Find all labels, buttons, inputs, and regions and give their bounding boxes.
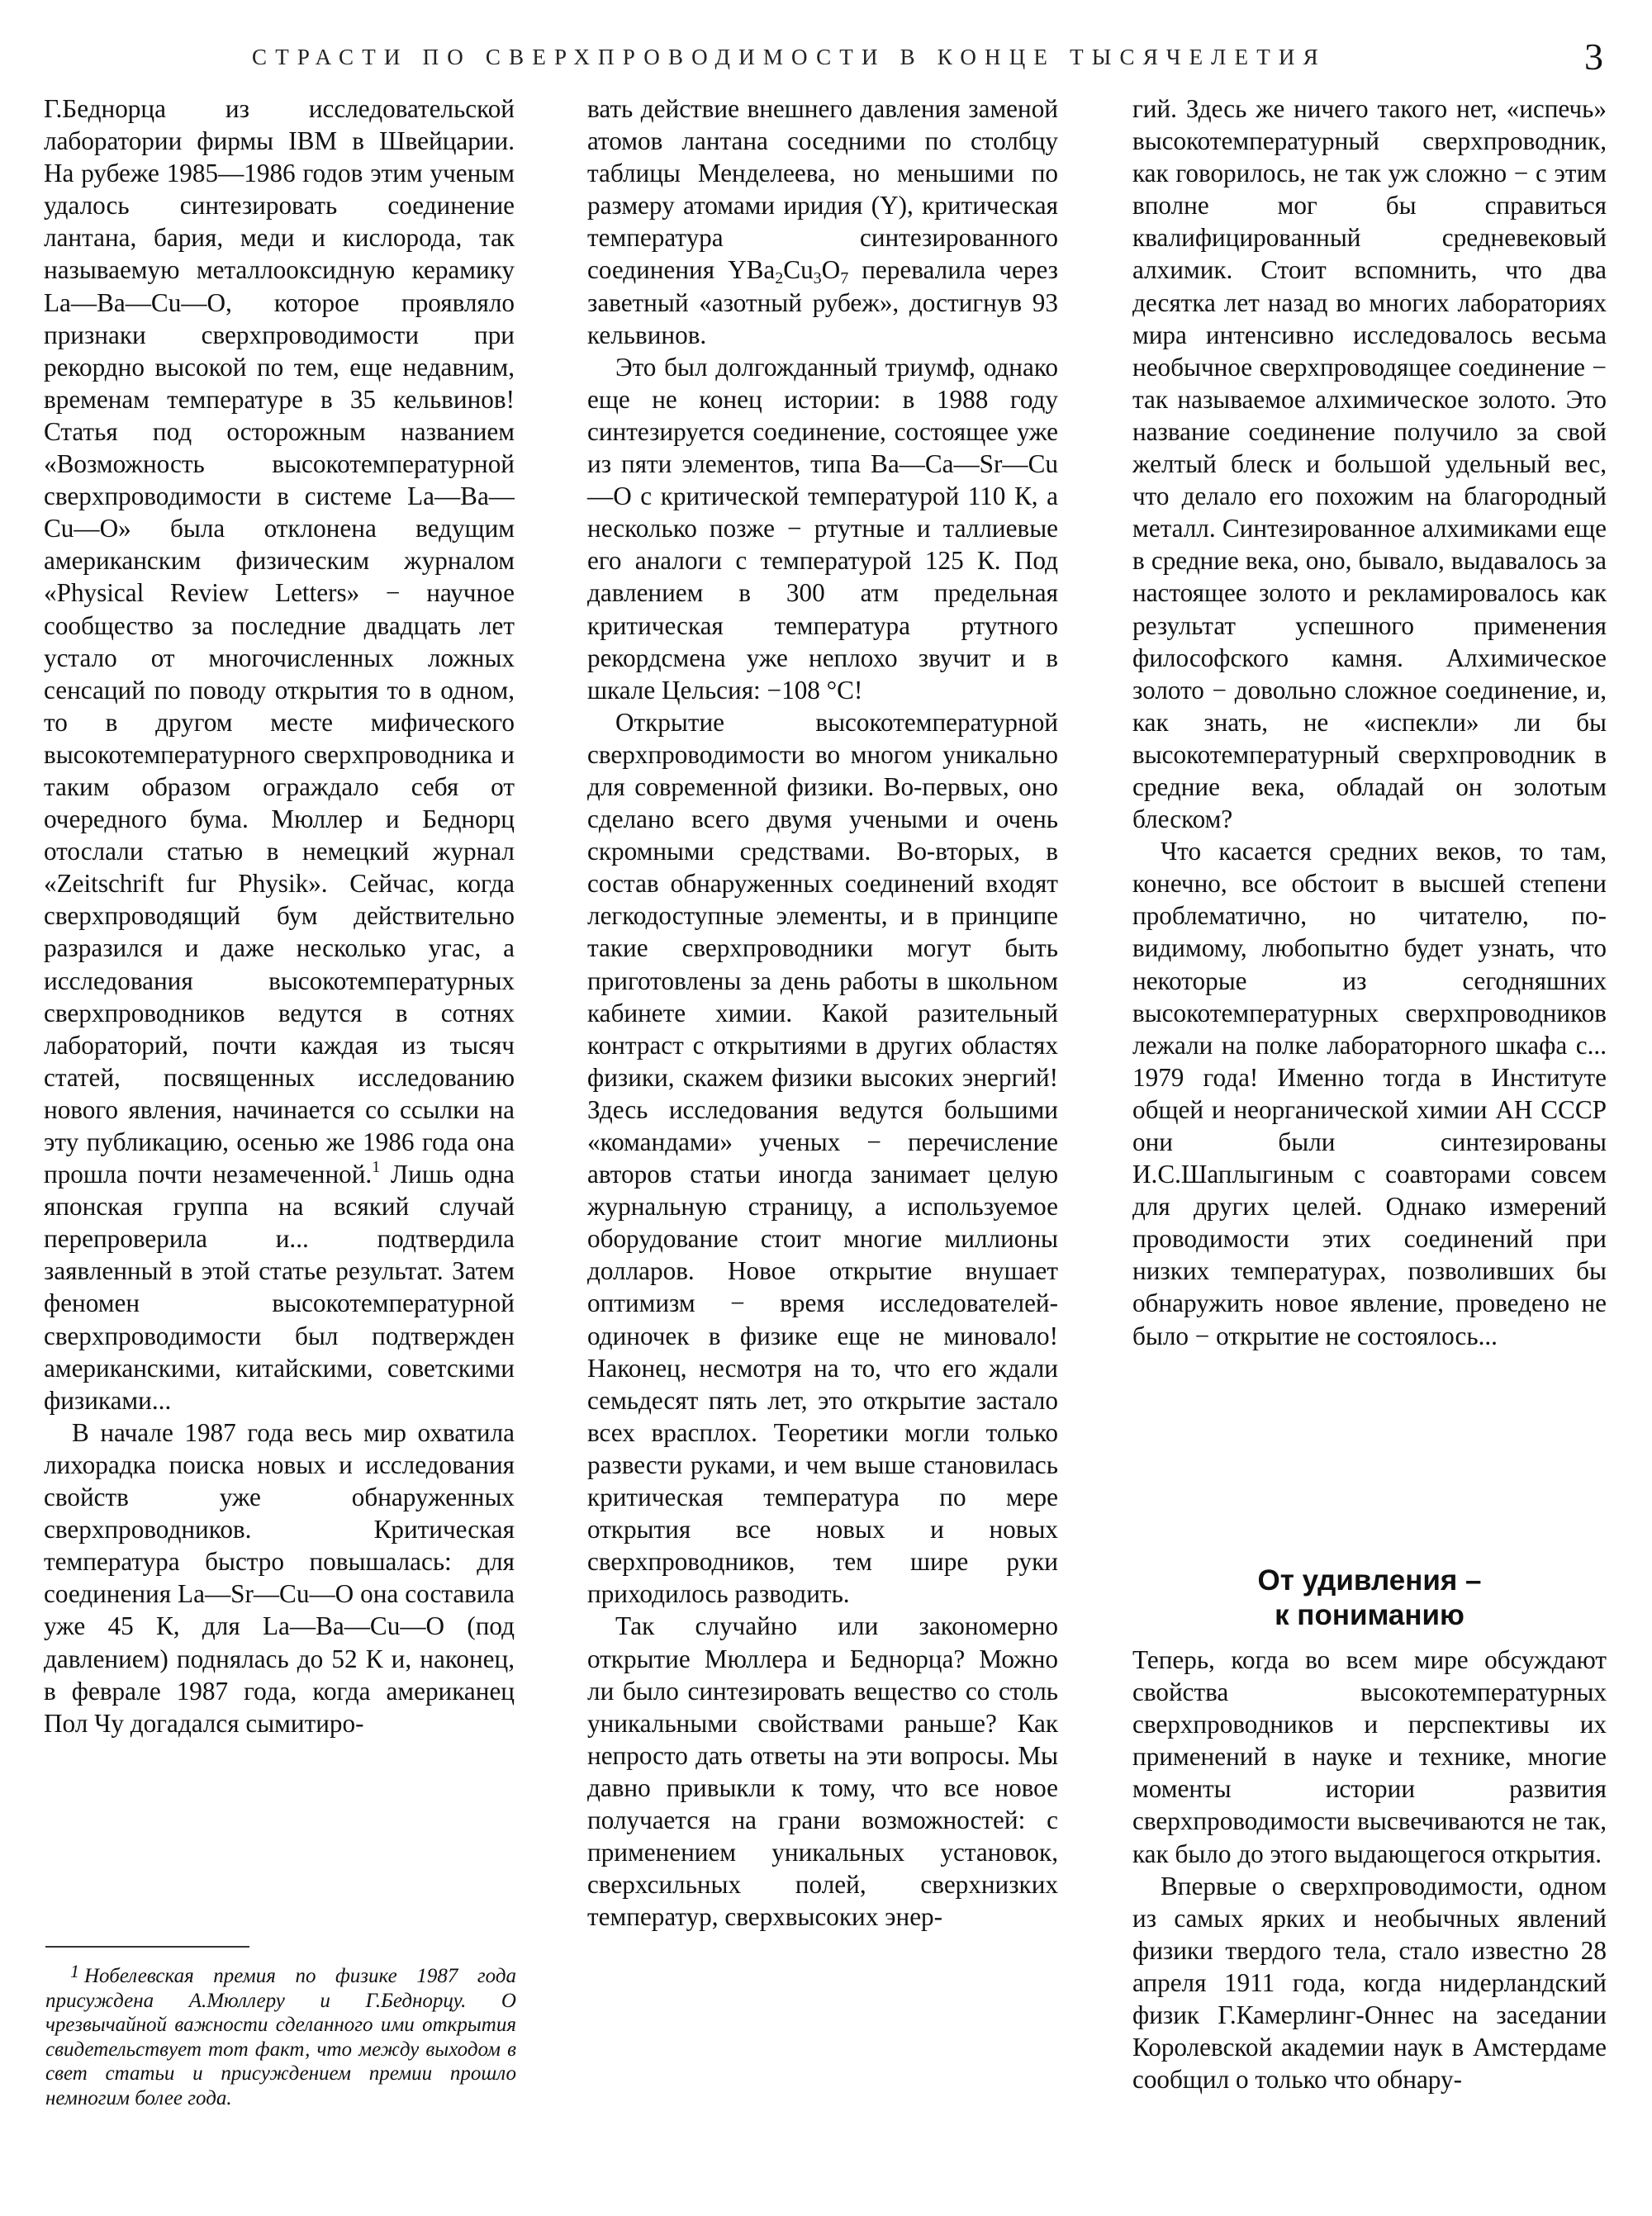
footnote-reference: 1 xyxy=(372,1158,381,1177)
section-heading-line: к пониманию xyxy=(1275,1599,1464,1631)
footnote-text: Нобелевская премия по физике 1987 года присуждена А.Мюллеру и Г.Беднорцу. О чрезвычайной важности сделанного ими открытия свидетельствует тот факт, что между выходом в свет статьи и присуждением премии прошло немногим более года. xyxy=(45,1965,516,2109)
paragraph: Так случайно или закономерно открытие Мюллера и Беднорца? Можно ли было синтезировать вещество со столь уникальными свойствами раньше? Как непросто дать ответы на эти вопросы. Мы давно привыкли к тому, что все новое получается на грани возможностей: с применением уникальных установок, сверхсильных полей, сверхнизких температур, сверхвысоких энер- xyxy=(587,1611,1058,1932)
paragraph: Открытие высокотемпературной сверхпроводимости во многом уникально для современной физики. Во-первых, оно сделано всего двумя учеными и очень скромными средствами. Во-вторых, в состав обнаруженных соединений входят легкодоступные элементы, и в принципе такие сверхпроводники могут быть приготовлены за день работы в школьном кабинете химии. Какой разительный контраст с открытиями в других областях физики, скажем физики высоких энергий! Здесь исследования ведутся большими «командами» ученых − перечисление авторов статьи иногда занимает целую журнальную страницу, а используемое оборудование стоит многие миллионы долларов. Новое открытие внушает оптимизм − время исследователей-одиночек в физике еще не миновало! Наконец, несмотря на то, что его ждали семьдесят пять лет, это открытие застало всех врасплох. Теоретики могли только развести руками, и чем выше становилась критическая температура по мере открытия все новых и новых сверхпроводников, тем шире руки приходилось разводить. xyxy=(587,707,1058,1609)
paragraph: гий. Здесь же ничего такого нет, «испечь» высокотемпературный сверхпроводник, как говорилось, не так уж сложно − с этим вполне мог бы справиться квалифицированный средневековый алхимик. Стоит вспомнить, что два десятка лет назад во многих лабораториях мира интенсивно исследовалось весьма необычное сверхпроводящее соединение − так называемое алхимическое золото. Это название соединение получило за свой желтый блеск и большой удельный вес, что делало его похожим на благородный металл. Синтезированное алхимиками еще в средние века, оно, бывало, выдавалось за настоящее золото и рекламировалось как результат успешного применения философского камня. Алхимическое золото − довольно сложное соединение, и, как знать, не «испекли» ли бы высокотемпературный сверхпроводник в средние века, обладай он золотым блеском? xyxy=(1132,94,1607,834)
paragraph: Впервые о сверхпроводимости, одном из самых ярких и необычных явлений физики твердого тела, стало известно 28 апреля 1911 года, когда нидерландский физик Г.Камерлинг-Оннес на заседании Королевской академии наук в Амстердаме сообщил о только что обнару- xyxy=(1132,1871,1607,2095)
paragraph-text: вать действие внешнего давления заменой атомов лантана соседними по столбцу таблицы Менделеева, но меньшими по размеру атомами иридия (Y), критическая температура синтезированного соединения YBa xyxy=(587,94,1058,285)
footnote xyxy=(45,1959,516,2110)
paragraph-text: перевалила через заветный «азотный рубеж», достигнув 93 кельвинов. xyxy=(587,255,1058,349)
formula-text: Cu xyxy=(783,255,814,285)
paragraph-text: Лишь одна японская группа на всякий случай перепроверила и... подтвердила заявленный в этой статье результат. Затем феномен высокотемпературной сверхпроводимости был подтвержден американскими, китайскими, советскими физиками... xyxy=(44,1160,515,1415)
paragraph: Что касается средних веков, то там, конечно, все обстоит в высшей степени проблематично, но читателю, по-видимому, любопытно будет узнать, что некоторые из сегодняшних высокотемпературных сверхпроводников лежали на полке лабораторного шкафа с... 1979 года! Именно тогда в Институте общей и неорганической химии АН СССР они были синтезированы И.С.Шаплыгиным с соавторами совсем для других целей. Однако измерений проводимости этих соединений при низких температурах, позволивших бы обнаружить новое явление, проведено не было − открытие не состоялось... xyxy=(1132,837,1607,1350)
paragraph: Теперь, когда во всем мире обсуждают свойства высокотемпературных сверхпроводников и перспективы их применений в науке и технике, многие моменты истории развития сверхпроводимости высвечиваются не так, как было до этого выдающегося открытия. xyxy=(1132,1645,1607,1868)
formula-text: O xyxy=(821,255,841,285)
paragraph: Это был долгожданный триумф, однако еще не конец истории: в 1988 году синтезируется соединение, состоящее уже из пяти элементов, типа Ba—Ca—Sr—Cu—O с критической температурой 110 К, а несколько позже − ртутные и таллиевые его аналоги с температурой 125 К. Под давлением в 300 атм предельная критическая температура ртутного рекордсмена уже неплохо звучит и в шкале Цельсия: −108 °С! xyxy=(587,352,1058,705)
text-column-3-continued xyxy=(1132,1644,1607,2095)
text-column-2 xyxy=(587,93,1058,1933)
paragraph xyxy=(587,93,1058,351)
section-heading-line: От удивления – xyxy=(1257,1564,1482,1597)
subscript: 2 xyxy=(775,269,784,288)
running-title: СТРАСТИ ПО СВЕРХПРОВОДИМОСТИ В КОНЦЕ ТЫСЯЧЕЛЕТИЯ xyxy=(252,45,1327,69)
section-heading xyxy=(1132,1564,1607,1633)
footnote-mark: 1 xyxy=(70,1961,79,1981)
page-number: 3 xyxy=(1584,36,1603,78)
paragraph-text: Г.Беднорца из исследовательской лаборатории фирмы IBM в Швейцарии. На рубеже 1985—1986 годов этим ученым удалось синтезировать соединение лантана, бария, меди и кислорода, так называемую металлооксидную керамику La—Ba—Cu—O, которое проявляло признаки сверхпроводимости при рекордно высокой по тем, еще недавним, временам температуре в 35 кельвинов! Статья под осторожным названием «Возможность высокотемпературной сверхпроводимости в системе La—Ba—Cu—O» была отклонена ведущим американским физическим журналом «Physical Review Letters» − научное сообщество за последние двадцать лет устало от многочисленных ложных сенсаций по поводу открытия то в одном, то в другом месте мифического высокотемпературного сверхпроводника и таким образом ограждало себя от очередного бума. Мюллер и Беднорц отослали статью в немецкий журнал «Zeitschrift fur Physik». Сейчас, когда сверхпроводящий бум действительно разразился и даже несколько угас, а исследования высокотемпературных сверхпроводников ведутся в сотнях лабораторий, почти каждая из тысяч статей, посвященных исследованию нового явления, начинается со ссылки на эту публикацию, осенью же 1986 года она прошла почти незамеченной. xyxy=(44,94,515,1189)
text-column-3 xyxy=(1132,93,1607,1352)
paragraph xyxy=(44,93,515,1416)
subscript: 7 xyxy=(840,269,849,288)
footnote-rule xyxy=(45,1946,249,1948)
subscript: 3 xyxy=(813,269,822,288)
text-column-1 xyxy=(44,93,515,1739)
paragraph: В начале 1987 года весь мир охватила лихорадка поиска новых и исследования свойств уже обнаруженных сверхпроводников. Критическая температура быстро повышалась: для соединения La—Sr—Cu—O она составила уже 45 К, для La—Ba—Cu—O (под давлением) поднялась до 52 К и, наконец, в феврале 1987 года, когда американец Пол Чу догадался сымитиро- xyxy=(44,1417,515,1738)
